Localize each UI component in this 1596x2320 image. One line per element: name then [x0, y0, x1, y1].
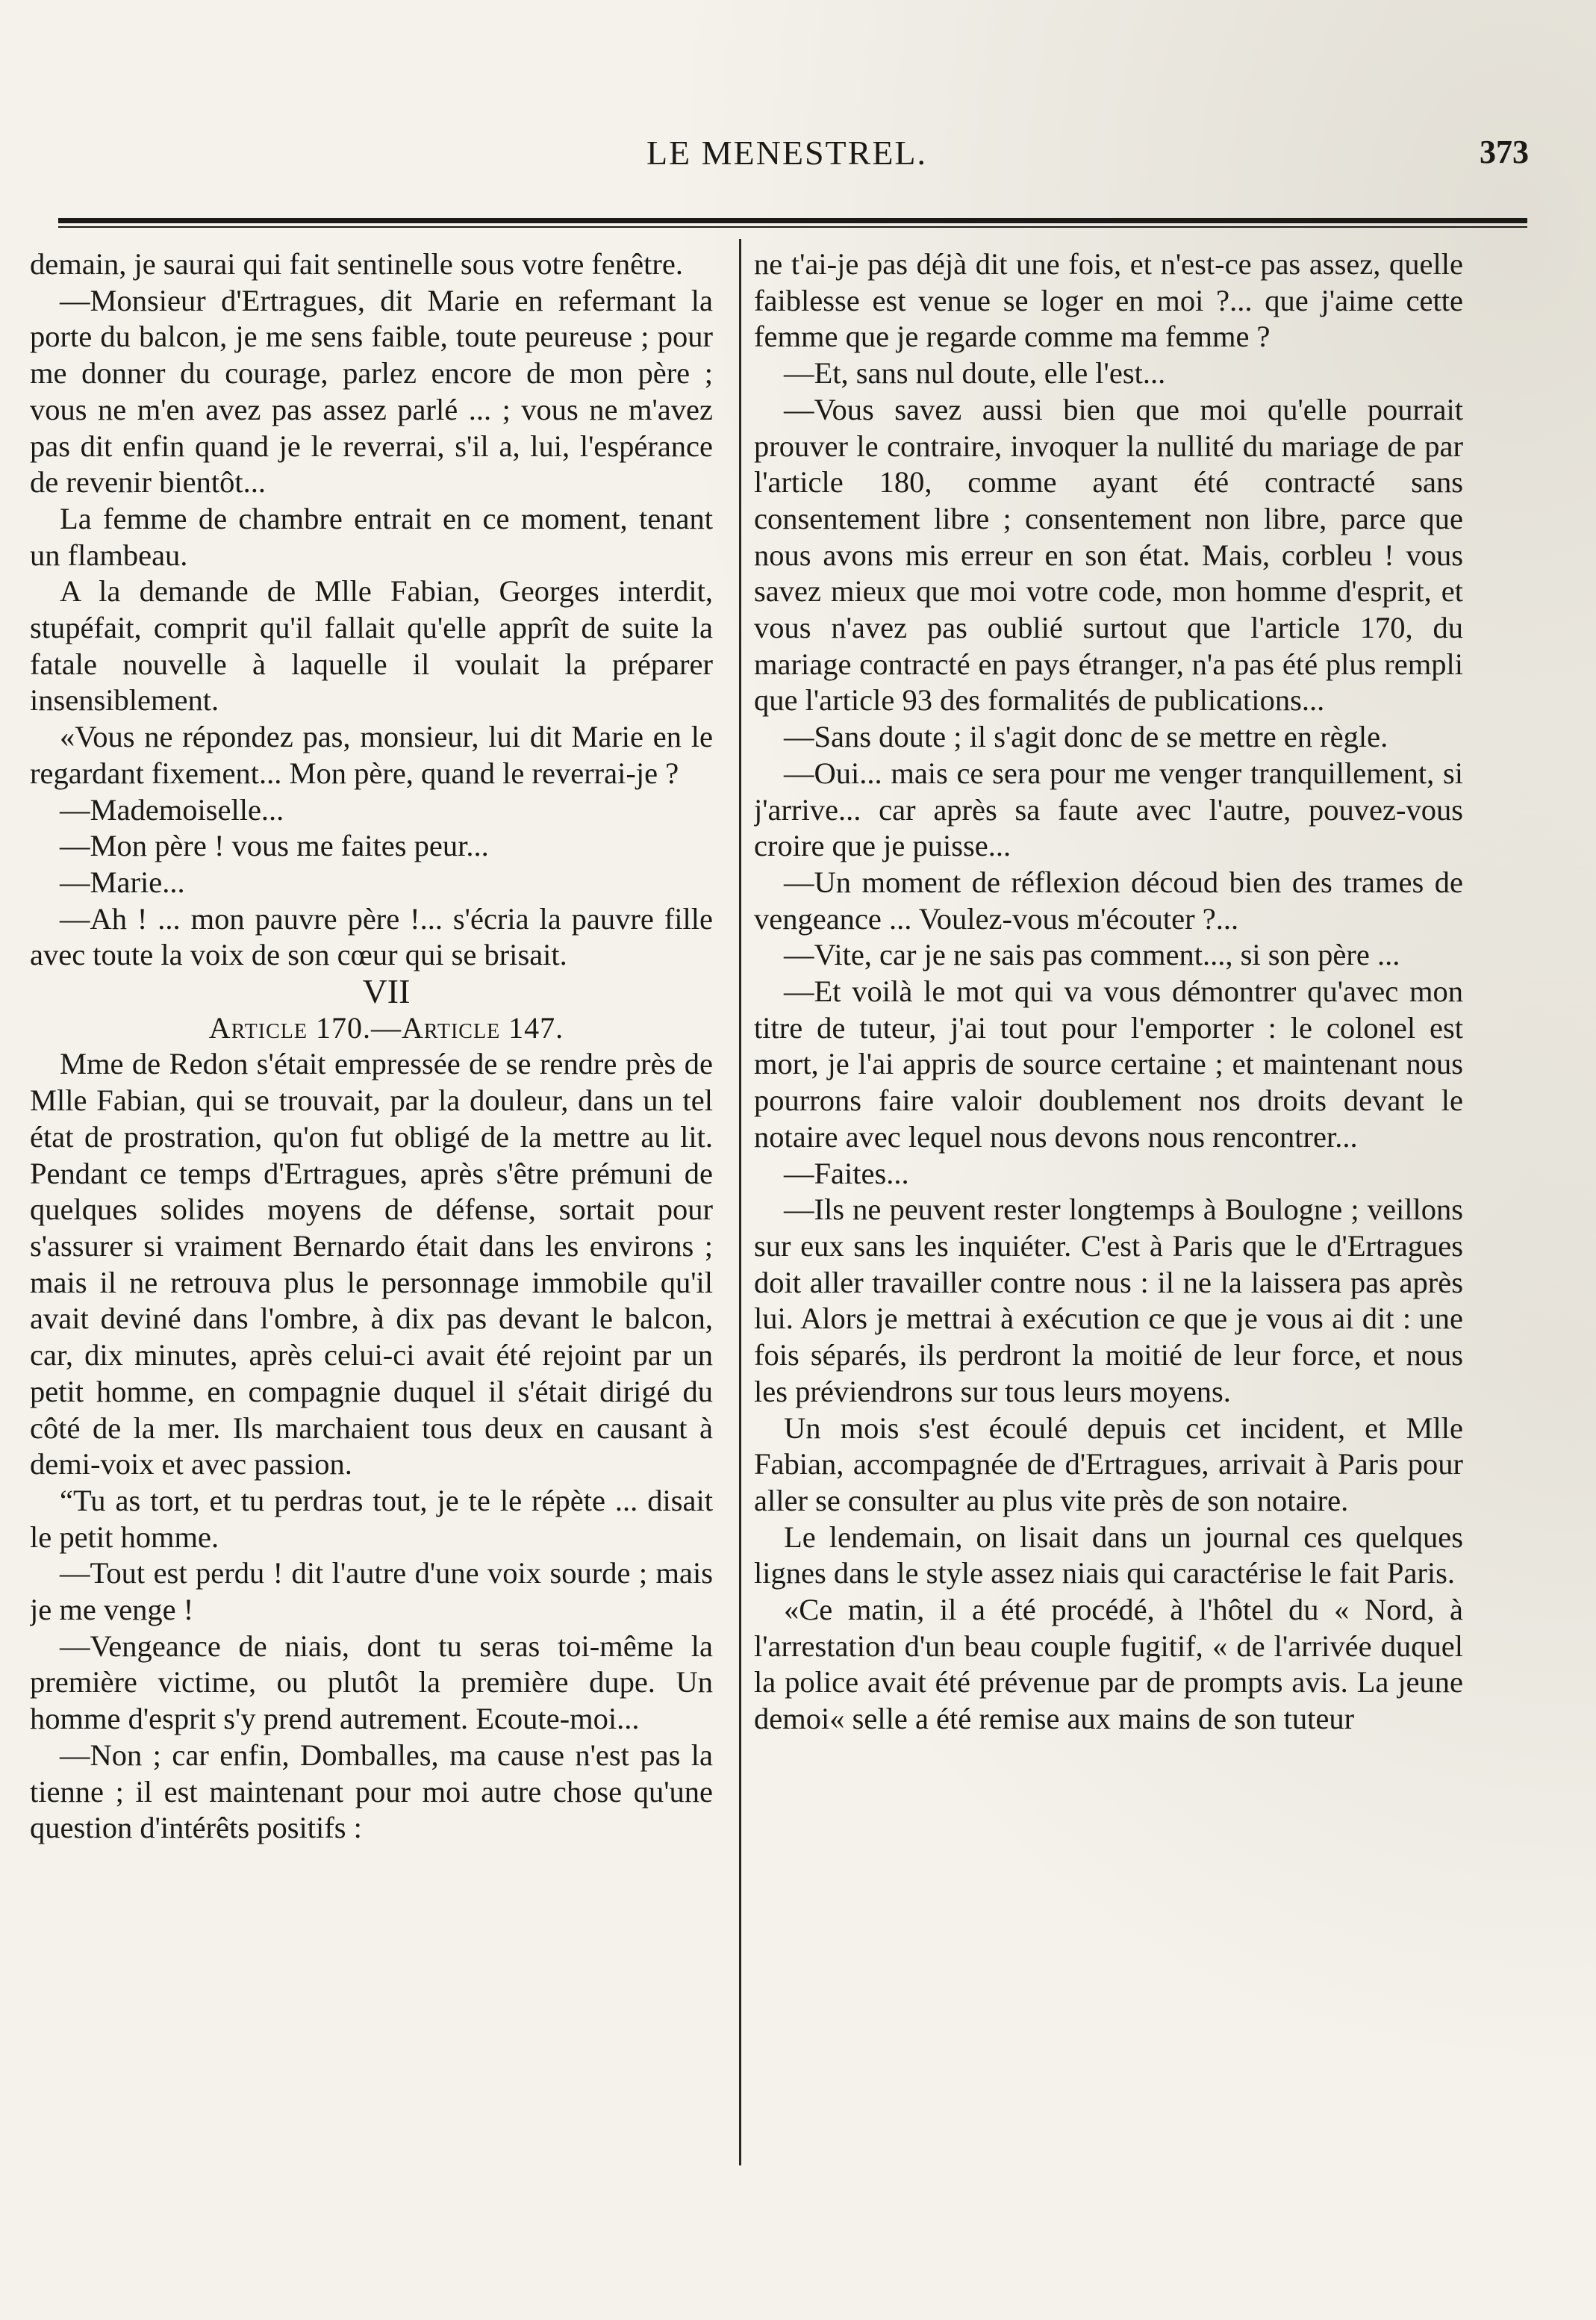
paragraph: «Ce matin, il a été procédé, à l'hôtel du « Nord, à l'arrestation d'un beau couple fugitif, « de l'arrivée duquel la police avait été prévenue par de prompts avis. La jeune demoi« selle a été remise aux mains de son tuteur	[754, 1593, 1463, 1736]
paragraph: La femme de chambre entrait en ce moment, tenant un flambeau.	[30, 501, 713, 572]
paragraph: demain, je saurai qui fait sentinelle sous votre fenêtre.	[30, 247, 683, 281]
paragraph: —Non ; car enfin, Domballes, ma cause n'est pas la tienne ; il est maintenant pour moi autre chose qu'une question d'intérêts positifs :	[30, 1738, 713, 1845]
paragraph: —Ah ! ... mon pauvre père !... s'écria la pauvre fille avec toute la voix de son cœur qui se brisait.	[30, 901, 713, 972]
paragraph: —Ils ne peuvent rester longtemps à Boulogne ; veillons sur eux sans les inquiéter. C'est à Paris que le d'Ertragues doit aller travailler contre nous : il ne la laissera pas après lui. Alors je mettrai à exécution ce que je vous ai dit : une fois séparés, ils perdront la moitié de leur force, et nous les préviendrons sur tous leurs moyens.	[754, 1192, 1463, 1408]
paragraph: —Un moment de réflexion découd bien des trames de vengeance ... Voulez-vous m'écouter ?...	[754, 865, 1463, 936]
paragraph: —Marie...	[60, 865, 185, 899]
left-column	[30, 246, 713, 2158]
paragraph: A la demande de Mlle Fabian, Georges interdit, stupéfait, comprit qu'il fallait qu'elle apprît de suite la fatale nouvelle à laquelle il voulait la préparer insensiblement.	[30, 574, 713, 718]
paragraph: “Tu as tort, et tu perdras tout, je te le répète ... disait le petit homme.	[30, 1483, 713, 1554]
paragraph: ne t'ai-je pas déjà dit une fois, et n'est-ce pas assez, quelle faiblesse est venue se loger en moi ?... que j'aime cette femme que je regarde comme ma femme ?	[754, 247, 1463, 354]
right-column	[754, 246, 1463, 2158]
paragraph: —Monsieur d'Ertragues, dit Marie en refermant la porte du balcon, je me sens faible, toute peureuse ; pour me donner du courage, parlez encore de mon père ; vous ne m'en avez pas assez parlé ... ; vous ne m'avez pas dit enfin quand je le reverrai, s'il a, lui, l'espérance de revenir bientôt...	[30, 283, 713, 500]
paragraph: —Faites...	[784, 1156, 909, 1190]
paragraph: —Oui... mais ce sera pour me venger tranquillement, si j'arrive... car après sa faute avec l'autre, pouvez-vous croire que je puisse...	[754, 756, 1463, 863]
header-rule-thin	[58, 226, 1527, 228]
paragraph: —Sans doute ; il s'agit donc de se mettre en règle.	[784, 720, 1388, 754]
paragraph: —Mon père ! vous me faites peur...	[60, 829, 489, 863]
section-title: Article 170.—Article 147.	[208, 1010, 564, 1045]
paragraph: «Vous ne répondez pas, monsieur, lui dit Marie en le regardant fixement... Mon père, quand le reverrai-je ?	[30, 720, 713, 790]
column-separator	[739, 239, 741, 2165]
paragraph: —Vous savez aussi bien que moi qu'elle pourrait prouver le contraire, invoquer la nullité du mariage de par l'article 180, comme ayant été contracté sans consentement libre ; consentement non libre, parce que nous avons mis erreur en son état. Mais, corbleu ! vous savez mieux que moi votre code, mon homme d'esprit, et vous n'avez pas oublié surtout que l'article 170, du mariage contracté en pays étranger, n'a pas été plus rempli que l'article 93 des formalités de publications...	[754, 392, 1463, 718]
paragraph: —Tout est perdu ! dit l'autre d'une voix sourde ; mais je me venge !	[30, 1556, 713, 1627]
paragraph: —Et voilà le mot qui va vous démontrer qu'avec mon titre de tuteur, j'ai tout pour l'emporter : le colonel est mort, je l'ai appris de source certaine ; et maintenant nous pourrons faire valoir doublement nos droits devant le notaire avec lequel nous devons nous rencontrer...	[754, 974, 1463, 1154]
page-header	[45, 133, 1529, 178]
paragraph: —Vengeance de niais, dont tu seras toi-même la première victime, ou plutôt la première dupe. Un homme d'esprit s'y prend autrement. Ecoute-moi...	[30, 1629, 713, 1736]
header-rule	[58, 218, 1527, 223]
paragraph: Le lendemain, on lisait dans un journal ces quelques lignes dans le style assez niais qui caractérise le fait Paris.	[754, 1520, 1463, 1590]
paragraph: —Mademoiselle...	[60, 792, 284, 827]
page-number: 373	[1480, 134, 1529, 170]
running-title: LE MENESTREL.	[646, 134, 928, 172]
paragraph: —Et, sans nul doute, elle l'est...	[784, 356, 1166, 391]
paragraph: Un mois s'est écoulé depuis cet incident, et Mlle Fabian, accompagnée de d'Ertragues, arrivait à Paris pour aller se consulter au plus vite près de son notaire.	[754, 1411, 1463, 1517]
paragraph: Mme de Redon s'était empressée de se rendre près de Mlle Fabian, qui se trouvait, par la douleur, dans un tel état de prostration, qu'on fut obligé de la mettre au lit. Pendant ce temps d'Ertragues, après s'être prémuni de quelques solides moyens de défense, sortait pour s'assurer si vraiment Bernardo était dans les environs ; mais il ne retrouva plus le personnage immobile qu'il avait deviné dans l'ombre, à dix pas devant le balcon, car, dix minutes, après celui-ci avait été rejoint par un petit homme, en compagnie duquel il s'était dirigé du côté de la mer. Ils marchaient tous deux en causant à demi-voix et avec passion.	[30, 1047, 713, 1481]
paragraph: —Vite, car je ne sais pas comment..., si son père ...	[784, 938, 1400, 972]
section-number: VII	[362, 972, 411, 1011]
